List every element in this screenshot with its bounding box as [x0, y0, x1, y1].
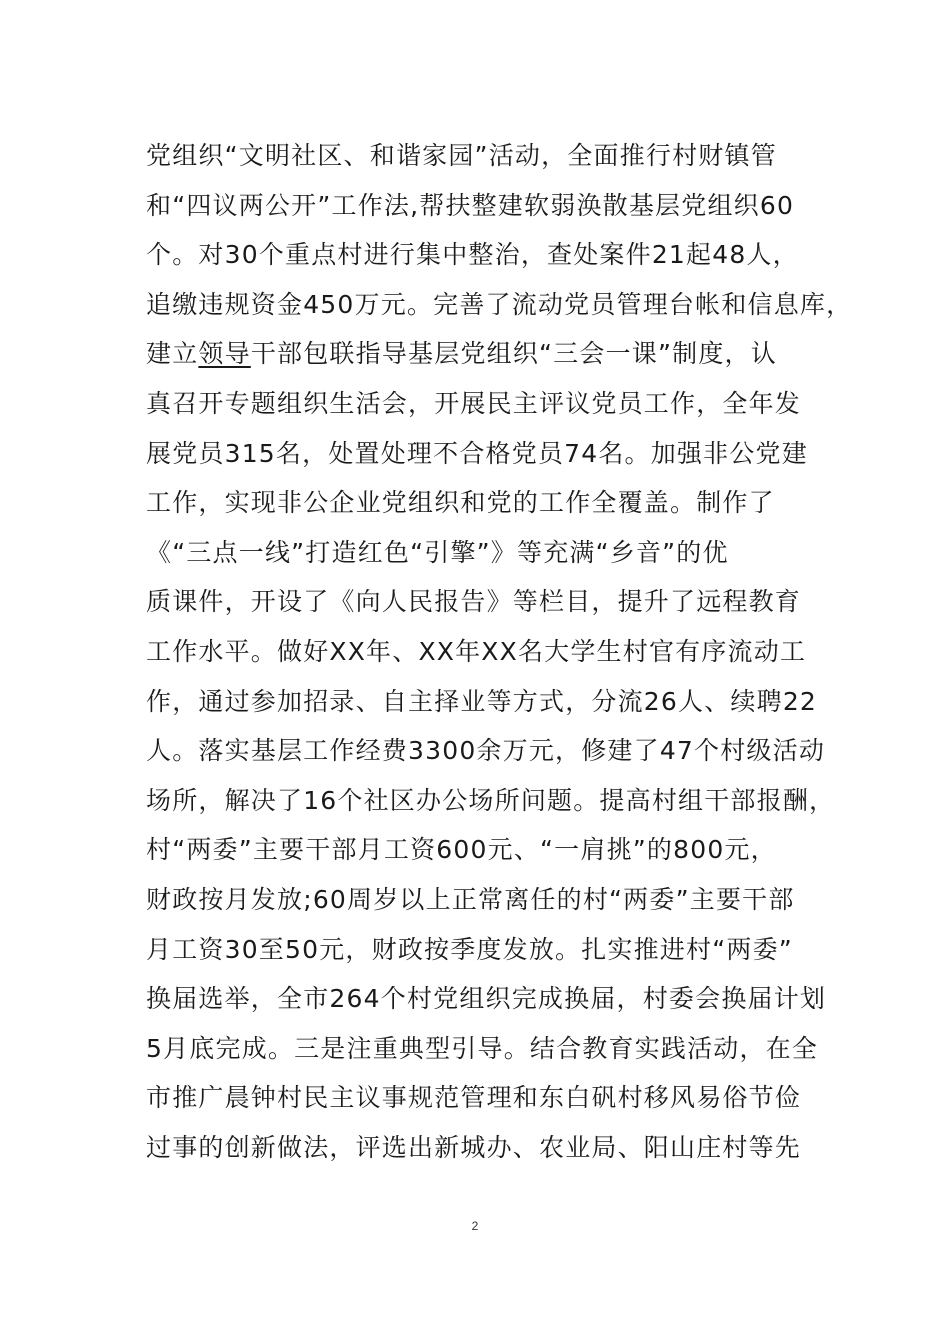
body-text: [146, 131, 853, 1172]
underlined-text: 领导: [198, 339, 251, 369]
text-line: 财政按月发放;60周岁以上正常离任的村“两委”主要干部: [146, 884, 795, 914]
text-segment: 干部包联指导基层党组织“三会一课”制度，认: [250, 339, 777, 369]
page-number: 2: [471, 1219, 479, 1233]
text-line: 和“四议两公开”工作法,帮扶整建软弱涣散基层党组织60: [146, 190, 795, 220]
text-line: 5月底完成。三是注重典型引导。结合教育实践活动，在全: [146, 1033, 819, 1063]
text-line: 作，通过参加招录、自主择业等方式，分流26人、续聘22: [146, 686, 818, 716]
text-line: [146, 329, 846, 379]
text-line: 展党员315名，处置处理不合格党员74名。加强非公党建: [146, 438, 808, 468]
text-line: 村“两委”主要干部月工资600元、“一肩挑”的800元，: [146, 835, 777, 865]
text-line: 质课件，开设了《向人民报告》等栏目，提升了远程教育: [146, 587, 802, 617]
text-line: 真召开专题组织生活会，开展民主评议党员工作，全年发: [146, 388, 802, 418]
text-line: 工作水平。做好XX年、XX年XX名大学生村官有序流动工: [146, 636, 807, 666]
text-line: 追缴违规资金450万元。完善了流动党员管理台帐和信息库，: [146, 289, 853, 319]
text-line: 场所，解决了16个社区办公场所问题。提高村组干部报酬，: [146, 785, 836, 815]
text-line: 过事的创新做法，评选出新城办、农业局、阳山庄村等先: [146, 1132, 802, 1162]
text-line: 党组织“文明社区、和谐家园”活动，全面推行村财镇管: [146, 141, 777, 170]
text-segment: 建立: [146, 339, 199, 369]
text-line: 工作，实现非公企业党组织和党的工作全覆盖。制作了: [146, 488, 775, 518]
text-line: 月工资30至50元，财政按季度发放。扎实推进村“两委”: [146, 934, 793, 964]
text-line: 《“三点一线”打造红色“引擎”》等充满“乡音”的优: [146, 537, 729, 567]
text-line: 人。落实基层工作经费3300余万元，修建了47个村级活动: [146, 736, 826, 766]
text-line: 个。对30个重点村进行集中整治，查处案件21起48人，: [146, 240, 799, 270]
text-line: 换届选举，全市264个村党组织完成换届，村委会换届计划: [146, 984, 827, 1014]
text-line: 市推广晨钟村民主议事规范管理和东白矾村移风易俗节俭: [146, 1083, 802, 1113]
